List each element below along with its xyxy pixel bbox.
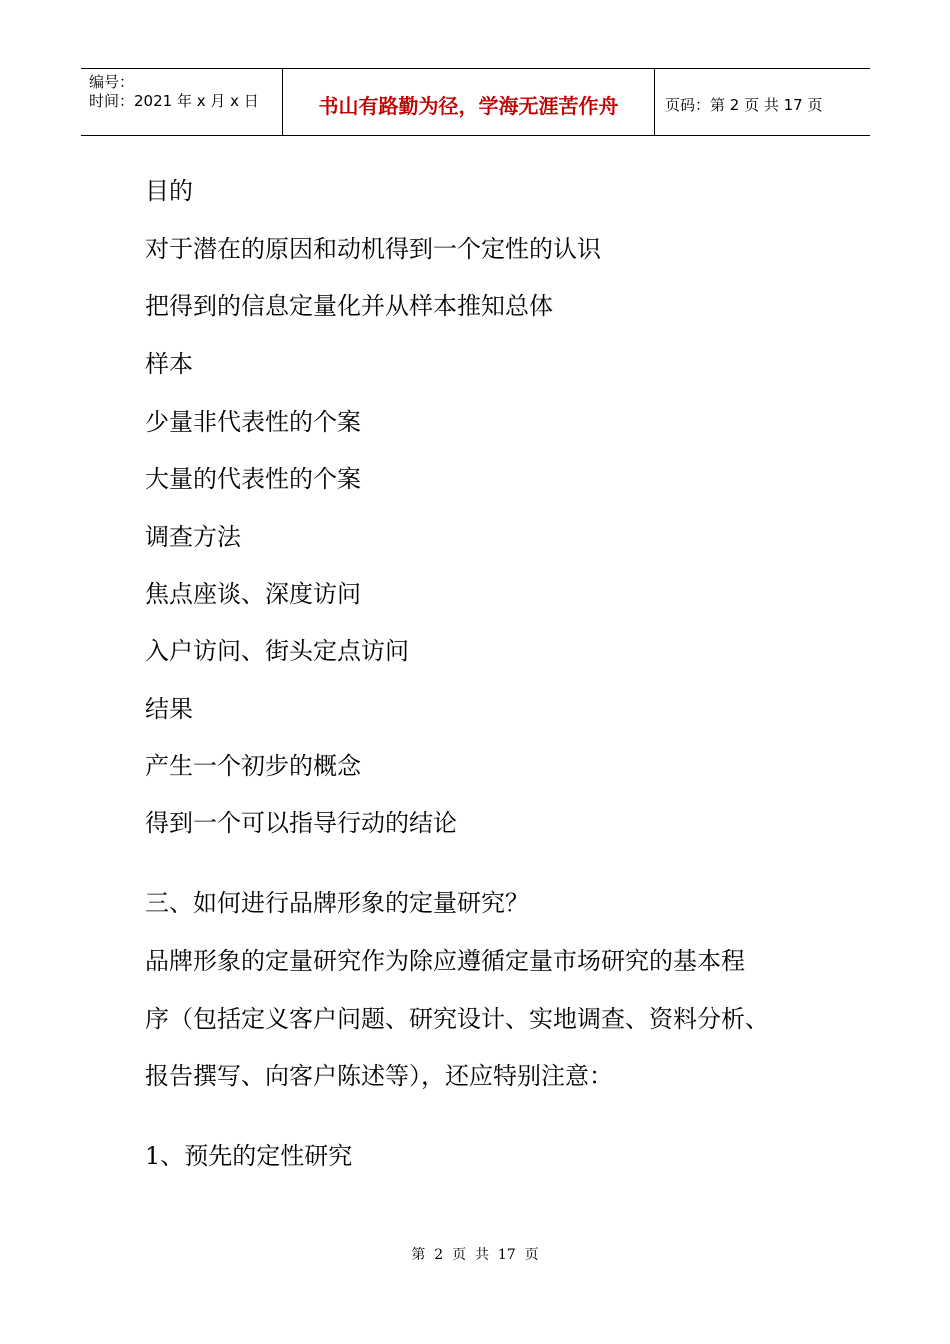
date-line: 时间：2021 年 x 月 x 日 — [89, 92, 259, 110]
body-line: 得到一个可以指导行动的结论 — [145, 809, 457, 837]
page-header — [81, 68, 870, 136]
body-line: 把得到的信息定量化并从样本推知总体 — [145, 292, 553, 320]
header-meta-cell — [81, 69, 282, 135]
header-page-cell — [655, 69, 870, 135]
body-line: 目的 — [145, 177, 193, 205]
body-line: 调查方法 — [145, 523, 241, 551]
header-page-info: 页码：第 2 页 共 17 页 — [665, 95, 823, 114]
section-heading: 三、如何进行品牌形象的定量研究？ — [145, 889, 529, 917]
page-footer: 第 2 页 共 17 页 — [411, 1247, 539, 1263]
paragraph-line: 报告撰写、向客户陈述等），还应特别注意： — [145, 1062, 613, 1090]
header-motto-cell — [282, 69, 655, 135]
body-line: 焦点座谈、深度访问 — [145, 580, 361, 608]
body-line: 入户访问、街头定点访问 — [145, 637, 409, 665]
subsection-heading: 1、预先的定性研究 — [145, 1142, 353, 1170]
header-motto: 书山有路勤为径，学海无涯苦作舟 — [318, 93, 619, 118]
paragraph-line: 品牌形象的定量研究作为除应遵循定量市场研究的基本程 — [145, 947, 745, 975]
body-line: 对于潜在的原因和动机得到一个定性的认识 — [145, 235, 601, 263]
paragraph-line: 序（包括定义客户问题、研究设计、实地调查、资料分析、 — [145, 1005, 769, 1033]
serial-number-label: 编号： — [89, 73, 135, 91]
body-line: 结果 — [145, 695, 193, 723]
body-line: 少量非代表性的个案 — [145, 408, 361, 436]
body-line: 大量的代表性的个案 — [145, 465, 361, 493]
body-line: 产生一个初步的概念 — [145, 752, 361, 780]
body-line: 样本 — [145, 350, 193, 378]
